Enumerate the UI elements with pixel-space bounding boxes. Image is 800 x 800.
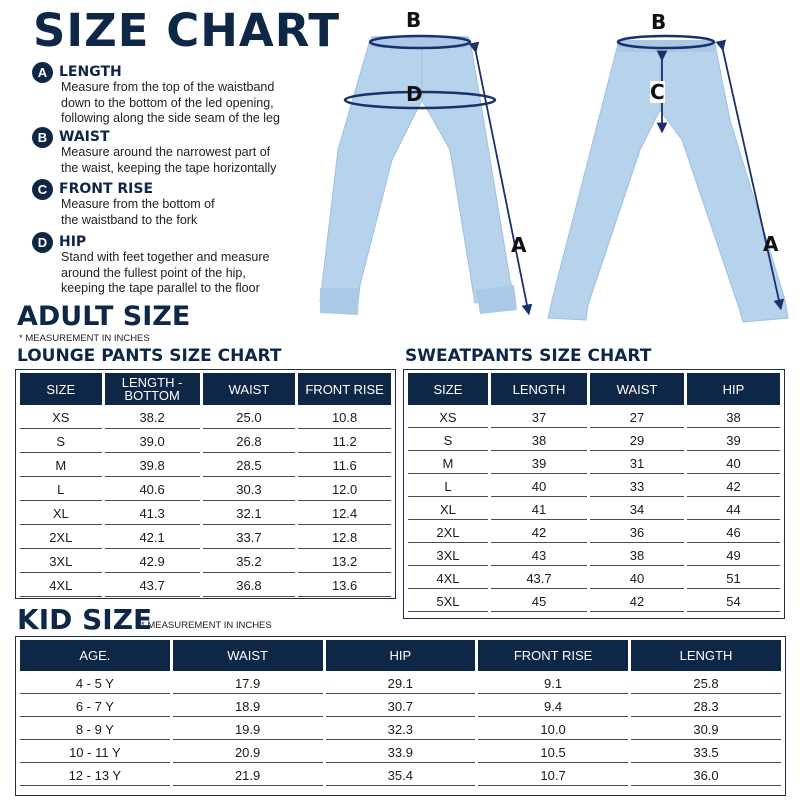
diagram-letter-c: C (650, 80, 665, 104)
table-row (408, 545, 780, 566)
table-row (20, 575, 391, 597)
step-desc-line: around the fullest point of the hip, (61, 265, 246, 280)
column-header: WAIST (203, 373, 296, 405)
step-desc-line: keeping the tape parallel to the floor (61, 281, 260, 295)
table-cell: 13.6 (298, 575, 391, 597)
table-row (20, 673, 781, 694)
table-cell: 33 (590, 476, 684, 497)
table-cell: 25.0 (203, 407, 296, 429)
table-cell: 12 - 13 Y (20, 765, 170, 786)
diagram-letter-d: D (406, 82, 423, 106)
table-row (20, 551, 391, 573)
table-cell: 35.2 (203, 551, 296, 573)
table-cell: 21.9 (173, 765, 323, 786)
table-cell: 3XL (408, 545, 488, 566)
table-cell: 10.5 (478, 742, 628, 763)
table-row (20, 765, 781, 786)
table-cell: 40 (687, 453, 780, 474)
kid-size-table (17, 638, 784, 788)
table-row (408, 430, 780, 451)
sweat-chart-title: SWEATPANTS SIZE CHART (405, 346, 652, 366)
table-cell: XL (20, 503, 102, 525)
diagram-letter-a: A (511, 233, 527, 257)
letter-c-badge: C (32, 179, 53, 200)
table-cell: 31 (590, 453, 684, 474)
table-cell: 42.1 (105, 527, 200, 549)
table-cell: L (20, 479, 102, 501)
table-row (20, 455, 391, 477)
table-cell: 42.9 (105, 551, 200, 573)
page-title: SIZE CHART (33, 4, 341, 57)
table-cell: 42 (687, 476, 780, 497)
letter-d-badge: D (32, 232, 53, 253)
table-cell: 46 (687, 522, 780, 543)
column-header: HIP (326, 640, 476, 671)
table-cell: 32.1 (203, 503, 296, 525)
table-cell: XL (408, 499, 488, 520)
table-cell: 8 - 9 Y (20, 719, 170, 740)
table-cell: 4 - 5 Y (20, 673, 170, 694)
table-cell: 10.7 (478, 765, 628, 786)
table-cell: 9.4 (478, 696, 628, 717)
column-header: WAIST (173, 640, 323, 671)
table-cell: XS (408, 407, 488, 428)
kid-measurement-note: * MEASUREMENT IN INCHES (141, 620, 272, 631)
step-desc-line: down to the bottom of the led opening, (61, 95, 274, 110)
table-cell: 36.8 (203, 575, 296, 597)
adult-measurement-note: * MEASUREMENT IN INCHES (19, 333, 150, 344)
table-cell: 5XL (408, 591, 488, 612)
table-cell: 30.3 (203, 479, 296, 501)
table-row (20, 527, 391, 549)
pants-diagram (310, 0, 800, 335)
table-cell: 9.1 (478, 673, 628, 694)
table-cell: 18.9 (173, 696, 323, 717)
table-cell: 38.2 (105, 407, 200, 429)
column-header: LENGTH - BOTTOM (105, 373, 200, 405)
table-cell: 40 (590, 568, 684, 589)
table-cell: 4XL (408, 568, 488, 589)
table-cell: 43.7 (105, 575, 200, 597)
table-cell: 45 (491, 591, 587, 612)
step-desc-line: the waist, keeping the tape horizontally (61, 160, 277, 175)
table-row (20, 431, 391, 453)
step-desc-line: Stand with feet together and measure (61, 250, 270, 264)
table-row (20, 407, 391, 429)
step-desc-line: Measure from the top of the waistband (61, 80, 275, 94)
table-cell: 39.8 (105, 455, 200, 477)
table-cell: 10 - 11 Y (20, 742, 170, 763)
diagram-letter-b: B (406, 8, 422, 32)
table-cell: 42 (590, 591, 684, 612)
table-cell: 38 (687, 407, 780, 428)
kid-size-heading: KID SIZE (17, 603, 153, 636)
table-row (20, 503, 391, 525)
table-cell: 36.0 (631, 765, 781, 786)
column-header: LENGTH (491, 373, 587, 405)
step-hip (32, 232, 332, 297)
table-cell: 30.9 (631, 719, 781, 740)
table-cell: 33.7 (203, 527, 296, 549)
table-cell: 13.2 (298, 551, 391, 573)
table-cell: M (408, 453, 488, 474)
sweatpants-table (405, 371, 783, 614)
column-header: AGE. (20, 640, 170, 671)
column-header: HIP (687, 373, 780, 405)
table-cell: 51 (687, 568, 780, 589)
step-desc-line: the waistband to the fork (61, 212, 198, 227)
table-row (20, 719, 781, 740)
table-cell: 12.8 (298, 527, 391, 549)
table-cell: 39 (687, 430, 780, 451)
table-cell: 6 - 7 Y (20, 696, 170, 717)
table-cell: 25.8 (631, 673, 781, 694)
table-row (408, 568, 780, 589)
table-cell: 17.9 (173, 673, 323, 694)
table-cell: 41.3 (105, 503, 200, 525)
table-cell: 10.8 (298, 407, 391, 429)
table-cell: 39.0 (105, 431, 200, 453)
table-cell: 12.4 (298, 503, 391, 525)
letter-a-badge: A (32, 62, 53, 83)
step-desc-line: following along the side seam of the leg (61, 111, 280, 125)
table-cell: 36 (590, 522, 684, 543)
table-cell: 33.5 (631, 742, 781, 763)
table-row (20, 742, 781, 763)
column-header: WAIST (590, 373, 684, 405)
table-cell: 3XL (20, 551, 102, 573)
step-title: HIP (59, 234, 87, 250)
table-cell: 40.6 (105, 479, 200, 501)
table-cell: 43 (491, 545, 587, 566)
table-cell: 20.9 (173, 742, 323, 763)
table-row (20, 479, 391, 501)
step-desc-line: Measure from the bottom of (61, 197, 215, 211)
lounge-pants-table (17, 371, 394, 599)
table-cell: 38 (491, 430, 587, 451)
table-cell: 38 (590, 545, 684, 566)
table-cell: 27 (590, 407, 684, 428)
table-cell: 28.5 (203, 455, 296, 477)
table-cell: 35.4 (326, 765, 476, 786)
table-row (408, 591, 780, 612)
column-header: FRONT RISE (478, 640, 628, 671)
letter-b-badge: B (32, 127, 53, 148)
table-cell: 30.7 (326, 696, 476, 717)
step-waist (32, 127, 332, 176)
table-row (408, 476, 780, 497)
table-row (408, 522, 780, 543)
diagram-letter-b: B (651, 10, 667, 34)
column-header: SIZE (408, 373, 488, 405)
step-length (32, 62, 332, 127)
table-cell: 2XL (20, 527, 102, 549)
table-cell: 43.7 (491, 568, 587, 589)
table-cell: M (20, 455, 102, 477)
table-cell: XS (20, 407, 102, 429)
table-cell: 11.6 (298, 455, 391, 477)
table-cell: 34 (590, 499, 684, 520)
table-cell: S (408, 430, 488, 451)
column-header: FRONT RISE (298, 373, 391, 405)
table-cell: 29.1 (326, 673, 476, 694)
lounge-chart-title: LOUNGE PANTS SIZE CHART (17, 346, 282, 366)
adult-size-heading: ADULT SIZE (17, 301, 191, 332)
diagram-letter-a: A (763, 232, 779, 256)
table-cell: 10.0 (478, 719, 628, 740)
table-cell: 32.3 (326, 719, 476, 740)
table-cell: 4XL (20, 575, 102, 597)
table-row (408, 499, 780, 520)
step-title: WAIST (59, 129, 110, 145)
table-cell: 42 (491, 522, 587, 543)
table-cell: 11.2 (298, 431, 391, 453)
table-cell: 29 (590, 430, 684, 451)
table-cell: 37 (491, 407, 587, 428)
table-row (408, 453, 780, 474)
table-cell: 40 (491, 476, 587, 497)
table-cell: 44 (687, 499, 780, 520)
table-cell: 19.9 (173, 719, 323, 740)
table-cell: 28.3 (631, 696, 781, 717)
column-header: LENGTH (631, 640, 781, 671)
table-cell: 41 (491, 499, 587, 520)
table-cell: 2XL (408, 522, 488, 543)
table-cell: 12.0 (298, 479, 391, 501)
column-header: SIZE (20, 373, 102, 405)
jogger-pants-image (320, 36, 517, 315)
table-cell: 54 (687, 591, 780, 612)
table-cell: 33.9 (326, 742, 476, 763)
step-desc-line: Measure around the narrowest part of (61, 145, 271, 159)
step-front-rise (32, 179, 332, 228)
step-title: FRONT RISE (59, 181, 154, 197)
table-cell: 26.8 (203, 431, 296, 453)
table-cell: 39 (491, 453, 587, 474)
table-row (20, 696, 781, 717)
table-cell: L (408, 476, 488, 497)
table-cell: S (20, 431, 102, 453)
table-row (408, 407, 780, 428)
table-cell: 49 (687, 545, 780, 566)
step-title: LENGTH (59, 64, 122, 80)
